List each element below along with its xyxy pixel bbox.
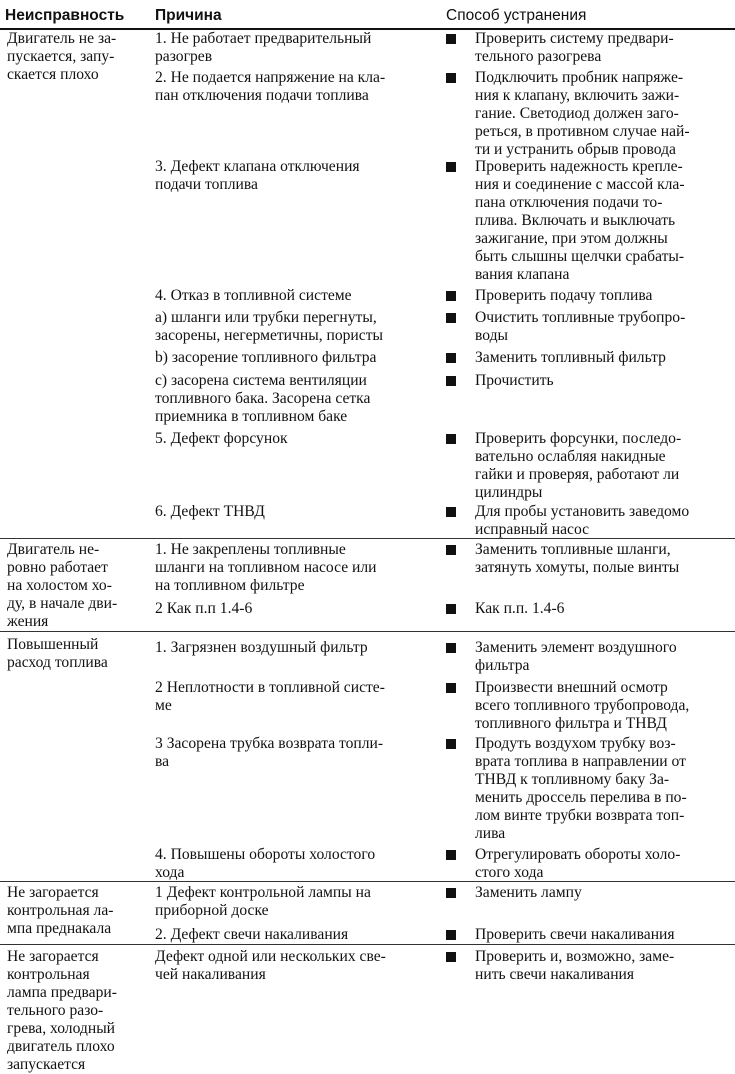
section-engine-not-starting [0, 30, 735, 539]
bullet-icon [446, 888, 456, 898]
section-preheat-lamp [0, 884, 735, 945]
bullet-icon [446, 353, 456, 363]
cause: 6. Дефект ТНВД [155, 503, 265, 520]
cause: 4. Отказ в топливной системе [155, 287, 352, 304]
remedy: Проверить форсунки, последо- вательно ослабляя накидные гайки и проверяя, работают ли цилиндры [475, 430, 682, 501]
header-remedy: Способ устранения [446, 7, 587, 24]
cause: 1. Загрязнен воздушный фильтр [155, 639, 368, 656]
remedy: Заменить топливный фильтр [475, 349, 666, 366]
table-header [0, 4, 735, 30]
header-fault: Неисправность [5, 7, 125, 24]
cause: 3. Дефект клапана отключения подачи топлива [155, 158, 360, 193]
section-uneven-idle [0, 541, 735, 632]
cause: а) шланги или трубки перегнуты, засорены, негерметичны, пористы [155, 309, 383, 344]
bullet-icon [446, 376, 456, 386]
bullet-icon [446, 34, 456, 44]
bullet-icon [446, 604, 456, 614]
bullet-icon [446, 683, 456, 693]
remedy: Прочистить [475, 372, 554, 389]
remedy: Проверить подачу топлива [475, 287, 653, 304]
cause: c) засорена система вентиляции топливного бака. Засорена сетка приемника в топливном баке [155, 372, 371, 425]
remedy: Заменить элемент воздушного фильтра [475, 639, 677, 674]
remedy: Очистить топливные трубопро- воды [475, 309, 686, 344]
remedy: Заменить топливные шланги, затянуть хомуты, полые винты [475, 541, 680, 576]
bullet-icon [446, 952, 456, 962]
remedy: Продуть воздухом трубку воз- врата топлива в направлении от ТНВД к топливному баку За- менить дроссель перелива в по- лом винте трубки возврата топ- лива [475, 735, 687, 842]
bullet-icon [446, 162, 456, 172]
bullet-icon [446, 739, 456, 749]
remedy: Отрегулировать обороты холо- стого хода [475, 846, 681, 881]
cause: 2. Не подается напряжение на кла- пан отключения подачи топлива [155, 69, 386, 104]
section-glow-plug-lamp [0, 948, 735, 1072]
cause: 1. Не закреплены топливные шланги на топливном насосе или на топливном фильтре [155, 541, 377, 594]
section-high-fuel-consumption [0, 636, 735, 882]
remedy: Заменить лампу [475, 884, 582, 901]
bullet-icon [446, 930, 456, 940]
cause: 2 Как п.п 1.4-6 [155, 600, 253, 617]
remedy: Проверить надежность крепле- ния и соединение с массой кла- пана отключения подачи то- плива. Включать и выключать зажигание, при этом должны быть слышны щелчки срабаты- вания клапана [475, 158, 685, 283]
cause: 3 Засорена трубка возврата топли- ва [155, 735, 384, 770]
cause: 4. Повышены обороты холостого хода [155, 846, 376, 881]
remedy: Проверить свечи накаливания [475, 926, 675, 943]
bullet-icon [446, 73, 456, 83]
cause: Дефект одной или нескольких све- чей накаливания [155, 948, 386, 983]
remedy: Подключить пробник напряже- ния к клапану, включить зажи- гание. Светодиод должен заго- реться, в противном случае най- ти и устранить обрыв провода [475, 69, 690, 158]
bullet-icon [446, 643, 456, 653]
header-cause: Причина [155, 7, 222, 24]
bullet-icon [446, 545, 456, 555]
cause: 5. Дефект форсунок [155, 430, 288, 447]
condition: Двигатель не- ровно работает на холостом хо- ду, в начале дви- жения [7, 541, 118, 630]
remedy: Проверить систему предвари- тельного разогрева [475, 30, 674, 65]
bullet-icon [446, 313, 456, 323]
cause: 1. Не работает предварительный разогрев [155, 30, 372, 65]
cause: 1 Дефект контрольной лампы на приборной доске [155, 884, 371, 919]
condition: Не загорается контрольная лампа предвари- тельного разо- грева, холодный двигатель плохо запускается [7, 948, 117, 1073]
remedy: Для пробы установить заведомо исправный насос [475, 503, 690, 538]
cause: 2 Неплотности в топливной систе- ме [155, 679, 385, 714]
bullet-icon [446, 291, 456, 301]
remedy: Проверить и, возможно, заме- нить свечи накаливания [475, 948, 675, 983]
cause: 2. Дефект свечи накаливания [155, 926, 349, 943]
condition: Не загорается контрольная ла- мпа преднакала [7, 884, 114, 937]
bullet-icon [446, 850, 456, 860]
remedy: Как п.п. 1.4-6 [475, 600, 565, 617]
condition: Повышенный расход топлива [7, 636, 108, 671]
cause: b) засорение топливного фильтра [155, 349, 377, 366]
bullet-icon [446, 507, 456, 517]
bullet-icon [446, 434, 456, 444]
remedy: Произвести внешний осмотр всего топливного трубопровода, топливного фильтра и ТНВД [475, 679, 690, 732]
condition: Двигатель не за- пускается, запу- скается плохо [7, 30, 117, 83]
